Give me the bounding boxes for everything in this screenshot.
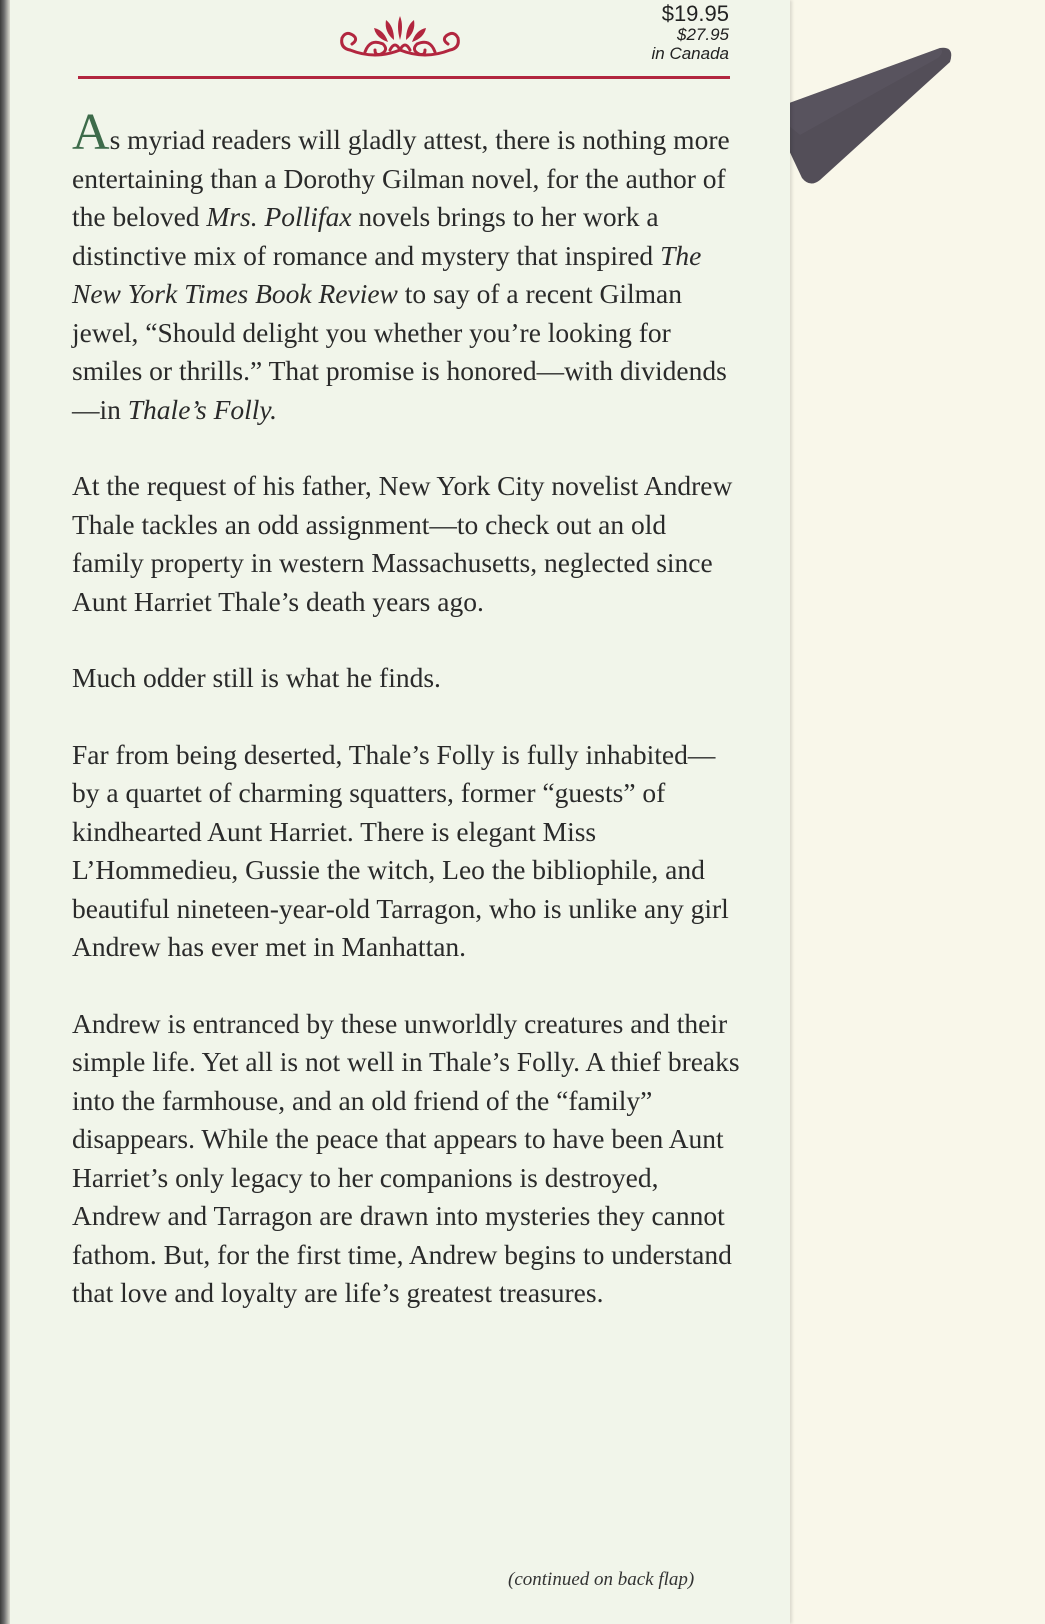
drop-cap: A [72, 104, 110, 161]
paragraph-4: Far from being deserted, Thale’s Folly is fully inhabited—by a quartet of charming squatters, former “guests” of kindhearted Aunt Harriet. There is elegant Miss L’Hommedieu, Gussie the witch, Leo the bibliophile, and beautiful nineteen-year-old Tarragon, who is unlike any girl Andrew has ever met in Manhattan. [72, 738, 729, 962]
intro-text-1: s myriad readers will gladly attest, there is nothing more entertaining than a Dorothy Gilman novel, for the author of the beloved [72, 124, 730, 232]
flap-copy [72, 104, 742, 1351]
price-us: $19.95 [661, 1, 729, 26]
continued-note: (continued on back flap) [508, 1569, 695, 1590]
paragraph-2: At the request of his father, New York City novelist Andrew Thale tackles an odd assignment—to check out an old family property in western Massachusetts, neglected since Aunt Harriet Thale’s death years ago. [72, 470, 733, 617]
marker-smudge [790, 40, 970, 200]
price-block [651, 0, 729, 64]
price-canada: $27.95 [677, 25, 729, 45]
intro-italic-1: Mrs. Pollifax [206, 201, 352, 232]
accent-rule [78, 76, 730, 79]
intro-italic-3: Thale’s Folly. [127, 393, 277, 425]
page-margin-right [790, 0, 1045, 1624]
paragraph-3: Much odder still is what he finds. [72, 662, 441, 693]
paragraph-5: Andrew is entranced by these unworldly creatures and their simple life. Yet all is not well in Thale’s Folly. A thief breaks into the farmhouse, and an old friend of the “family” disappears. While the peace that appears to have been Aunt Harriet’s only legacy to her companions is destroyed, Andrew and Tarragon are drawn into mysteries they cannot fathom. But, for the first time, Andrew begins to understand that love and loyalty are life’s greatest treasures. [72, 1007, 740, 1308]
scan-edge [0, 0, 10, 1624]
intro-italic-2: The New York Times Book Review [72, 239, 702, 309]
price-canada-label: in Canada [651, 43, 729, 63]
paragraph-intro [72, 104, 742, 429]
intro-text-3: to say of a recent Gilman jewel, “Should delight you whether you’re looking for smiles or thrills.” That promise is honored—with dividends—in [72, 278, 727, 425]
intro-text-2: novels brings to her work a distinctive mix of romance and mystery that inspired [72, 201, 661, 271]
ornament-flourish [330, 10, 470, 70]
